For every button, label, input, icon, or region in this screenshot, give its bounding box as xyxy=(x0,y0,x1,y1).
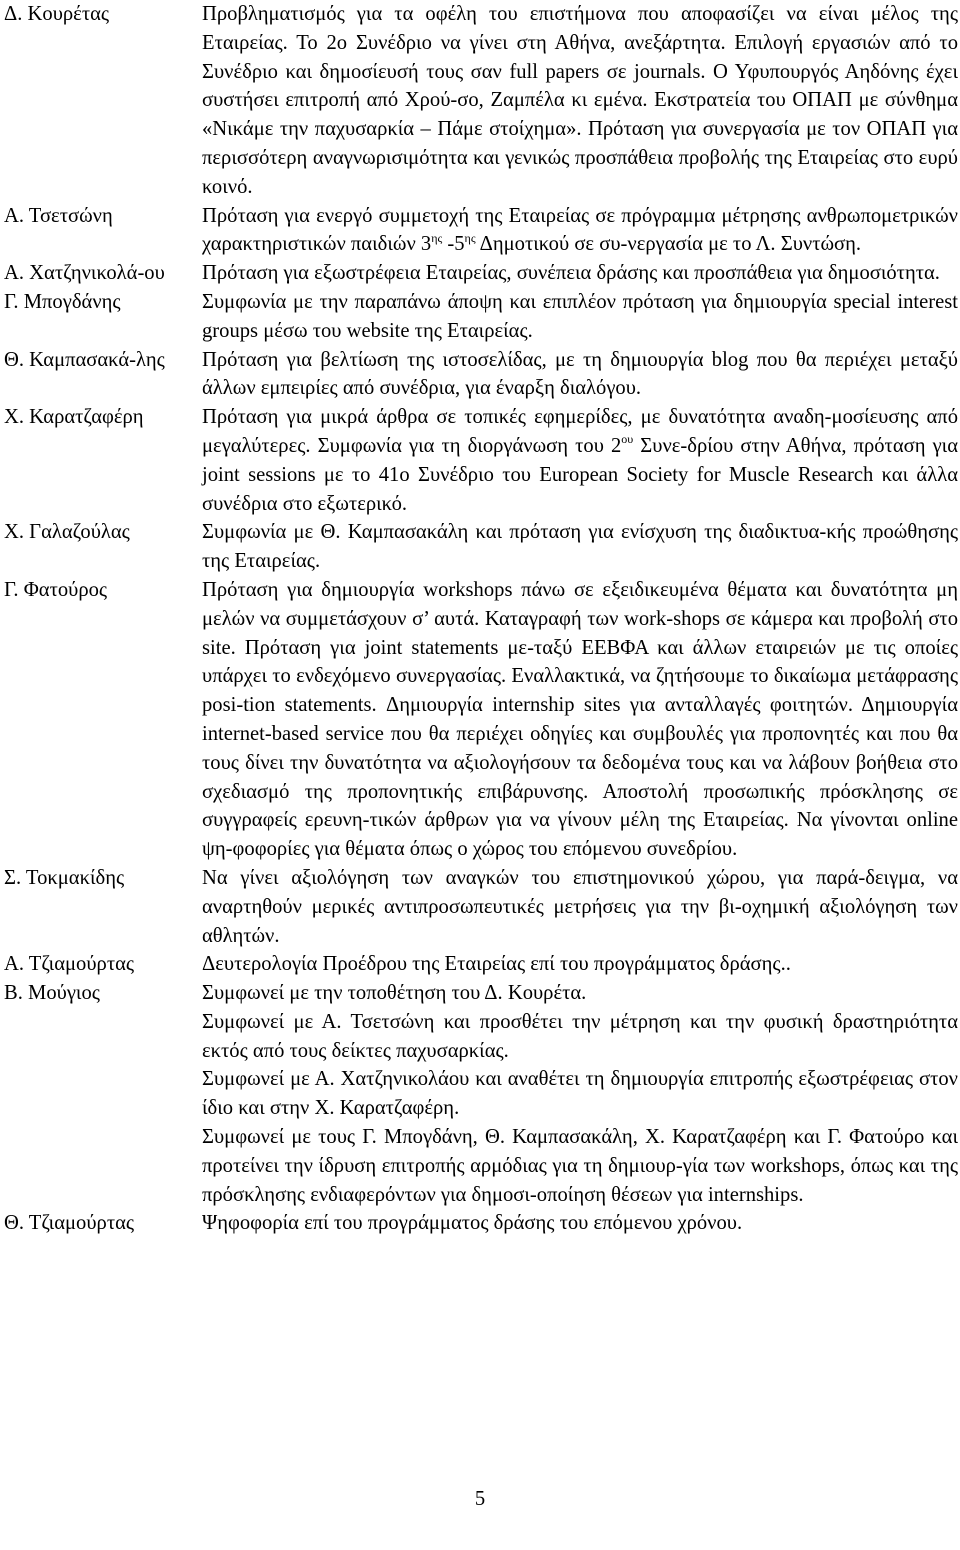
minutes-entry xyxy=(4,0,958,202)
speaker-name xyxy=(4,1008,202,1066)
speaker-name: Β. Μούγιος xyxy=(4,982,100,1005)
speaker-name: Γ. Μπογδάνης xyxy=(4,290,121,313)
meeting-minutes xyxy=(4,0,958,1238)
speaker-statement: Πρόταση για δημιουργία workshops πάνω σε εξειδικευμένα θέματα και δυνατότητα μη μελών να συμμετάσχουν σ’ αυτά. Καταγραφή των work-shops σε κάμερα και προβολή στο site. Πρόταση για joint statements με-ταξύ ΕΕΒΦΑ και άλλων εταιρειών με τις οποίες υπάρχει το ενδεχόμενο συνεργασίας. Εναλλακτικά, να ζητήσουμε το δικαίωμα μετάφρασης posi-tion statements. Δημιουργία internship sites για ανταλλαγές φοιτητών. Δημιουργία internet-based service που θα περιέχει οδηγίες και συμβουλές για προπονητές και που θα τους δίνει την δυνατότητα να αξιολογήσουν τα δεδομένα τους και να λάβουν βοήθεια στο σχεδιασμό της προπονητικής επιβάρυνσης. Αποστολή προσωπικής πρόσκλησης σε συγγραφείς ερευνη-τικών άρθρων για να γίνουν μέλη της Εταιρείας. Να γίνονται online ψη-φοφορίες για θέματα όπως ο χώρος του επόμενου συνεδρίου. xyxy=(202,578,958,861)
minutes-entry xyxy=(4,259,958,288)
speaker-statement: Πρόταση για εξωστρέφεια Εταιρείας, συνέπεια δράσης και προσπάθεια για δημοσιότητα. xyxy=(202,262,940,285)
minutes-entry xyxy=(4,1209,958,1238)
minutes-entry xyxy=(4,403,958,518)
speaker-statement: Συμφωνία με την παραπάνω άποψη και επιπλέον πρόταση για δημιουργία special interest groups μέσω του website της Εταιρείας. xyxy=(202,290,958,342)
statement-text: Δημοτικού σε συ-νεργασία με το Λ. Συντώση. xyxy=(475,233,862,256)
speaker-name xyxy=(4,1065,202,1123)
speaker-name xyxy=(4,1123,202,1209)
speaker-statement: Συμφωνεί με τους Γ. Μπογδάνη, Θ. Καμπασακάλη, Χ. Καρατζαφέρη και Γ. Φατούρο και προτείνει την ίδρυση επιτροπής αρμόδιας για τη δημιουρ-γία των workshops, όπως και της πρόσκλησης ενδιαφερόντων για δημοσι-οποίηση θέσεων για internships. xyxy=(202,1126,958,1206)
speaker-name: Α. Τζιαμούρτας xyxy=(4,953,135,976)
statement-text: -5 xyxy=(442,233,465,256)
speaker-statement: Συμφωνεί με Α. Χατζηνικολάου και αναθέτει τη δημιουργία επιτροπής εξωστρέφειας στον ίδιο και στην Χ. Καρατζαφέρη. xyxy=(202,1068,958,1120)
statement-text: Συνε-δρίου στην Αθήνα, πρόταση για joint sessions με το 41ο Συνέδριο του European Society for Muscle Research και άλλα συνέδρια στο εξωτερικό. xyxy=(202,434,958,515)
minutes-entry xyxy=(4,518,958,576)
ordinal-suffix: ης xyxy=(464,230,476,245)
speaker-name: Α. Χατζηνικολά-ου xyxy=(4,262,165,285)
minutes-entry xyxy=(4,346,958,404)
speaker-statement: Πρόταση για βελτίωση της ιστοσελίδας, με τη δημιουργία blog που θα περιέχει μεταξύ άλλων εμπειρίες από συνέδρια, για έναρξη διαλόγου. xyxy=(202,348,958,400)
speaker-statement: Προβληματισμός για τα οφέλη του επιστήμονα που αποφασίζει να είναι μέλος της Εταιρείας. Το 2ο Συνέδριο να γίνει στη Αθήνα, ανεξάρτητα. Επιλογή εργασιών από το Συνέδριο και δημοσίευσή τους σαν full papers σε journals. Ο Υφυπουργός Αηδόνης έχει συστήσει επιτροπή από Χρού-σο, Ζαμπέλα κι εμένα. Εκστρατεία του ΟΠΑΠ με σύνθημα «Νικάμε την παχυσαρκία – Πάμε στοίχημα». Πρόταση για συνεργασία με τον ΟΠΑΠ για περισσότερη αναγνωρισιμότητα και γενικώς προσπάθεια προβολής της Εταιρείας στο ευρύ κοινό. xyxy=(202,3,958,198)
speaker-name: Γ. Φατούρος xyxy=(4,578,108,601)
speaker-statement xyxy=(202,202,958,260)
speaker-statement xyxy=(202,403,958,518)
speaker-statement: Συμφωνεί με Α. Τσετσώνη και προσθέτει την μέτρηση και την φυσική δραστηριότητα εκτός από τους δείκτες παχυσαρκίας. xyxy=(202,1010,958,1062)
minutes-entry xyxy=(4,576,958,864)
speaker-name: Θ. Τζιαμούρτας xyxy=(4,1212,135,1235)
minutes-entry xyxy=(4,1008,958,1066)
minutes-entry xyxy=(4,864,958,950)
page-number: 5 xyxy=(474,1488,486,1510)
speaker-statement: Δευτερολογία Προέδρου της Εταιρείας επί του προγράμματος δράσης.. xyxy=(202,953,791,976)
minutes-entry xyxy=(4,1123,958,1209)
minutes-entry xyxy=(4,1065,958,1123)
speaker-name: Σ. Τοκμακίδης xyxy=(4,866,125,889)
speaker-statement: Συμφωνία με Θ. Καμπασακάλη και πρόταση για ενίσχυση της διαδικτυα-κής προώθησης της Εταιρείας. xyxy=(202,521,958,573)
speaker-statement: Ψηφοφορία επί του προγράμματος δράσης του επόμενου χρόνου. xyxy=(202,1212,743,1235)
speaker-statement: Να γίνει αξιολόγηση των αναγκών του επιστημονικού χώρου, για παρά-δειγμα, να αναρτηθούν μερικές αντιπροσωπευτικές μετρήσεις για την βι-οχημική αξιολόγηση των αθλητών. xyxy=(202,866,958,947)
statement-text: Πρόταση για μικρά άρθρα σε τοπικές εφημερίδες, με δυνατότητα αναδη-μοσίευσης από μεγαλύτερες. Συμφωνία για τη διοργάνωση του 2 xyxy=(202,406,958,457)
speaker-name: Χ. Γαλαζούλας xyxy=(4,521,130,544)
ordinal-suffix: ης xyxy=(431,230,443,245)
minutes-entry xyxy=(4,202,958,260)
speaker-name: Α. Τσετσώνη xyxy=(4,204,113,227)
speaker-name: Χ. Καρατζαφέρη xyxy=(4,406,144,429)
speaker-name: Θ. Καμπασακά-λης xyxy=(4,348,165,371)
minutes-entry xyxy=(4,979,958,1008)
speaker-statement: Συμφωνεί με την τοποθέτηση του Δ. Κουρέτα. xyxy=(202,982,587,1005)
ordinal-suffix: ου xyxy=(621,432,634,447)
minutes-entry xyxy=(4,950,958,979)
statement-text: Πρόταση για ενεργό συμμετοχή της Εταιρείας σε πρόγραμμα μέτρησης ανθρωπομετρικών χαρακτηριστικών παιδιών 3 xyxy=(202,204,958,256)
speaker-name: Δ. Κουρέτας xyxy=(4,3,110,25)
minutes-entry xyxy=(4,288,958,346)
